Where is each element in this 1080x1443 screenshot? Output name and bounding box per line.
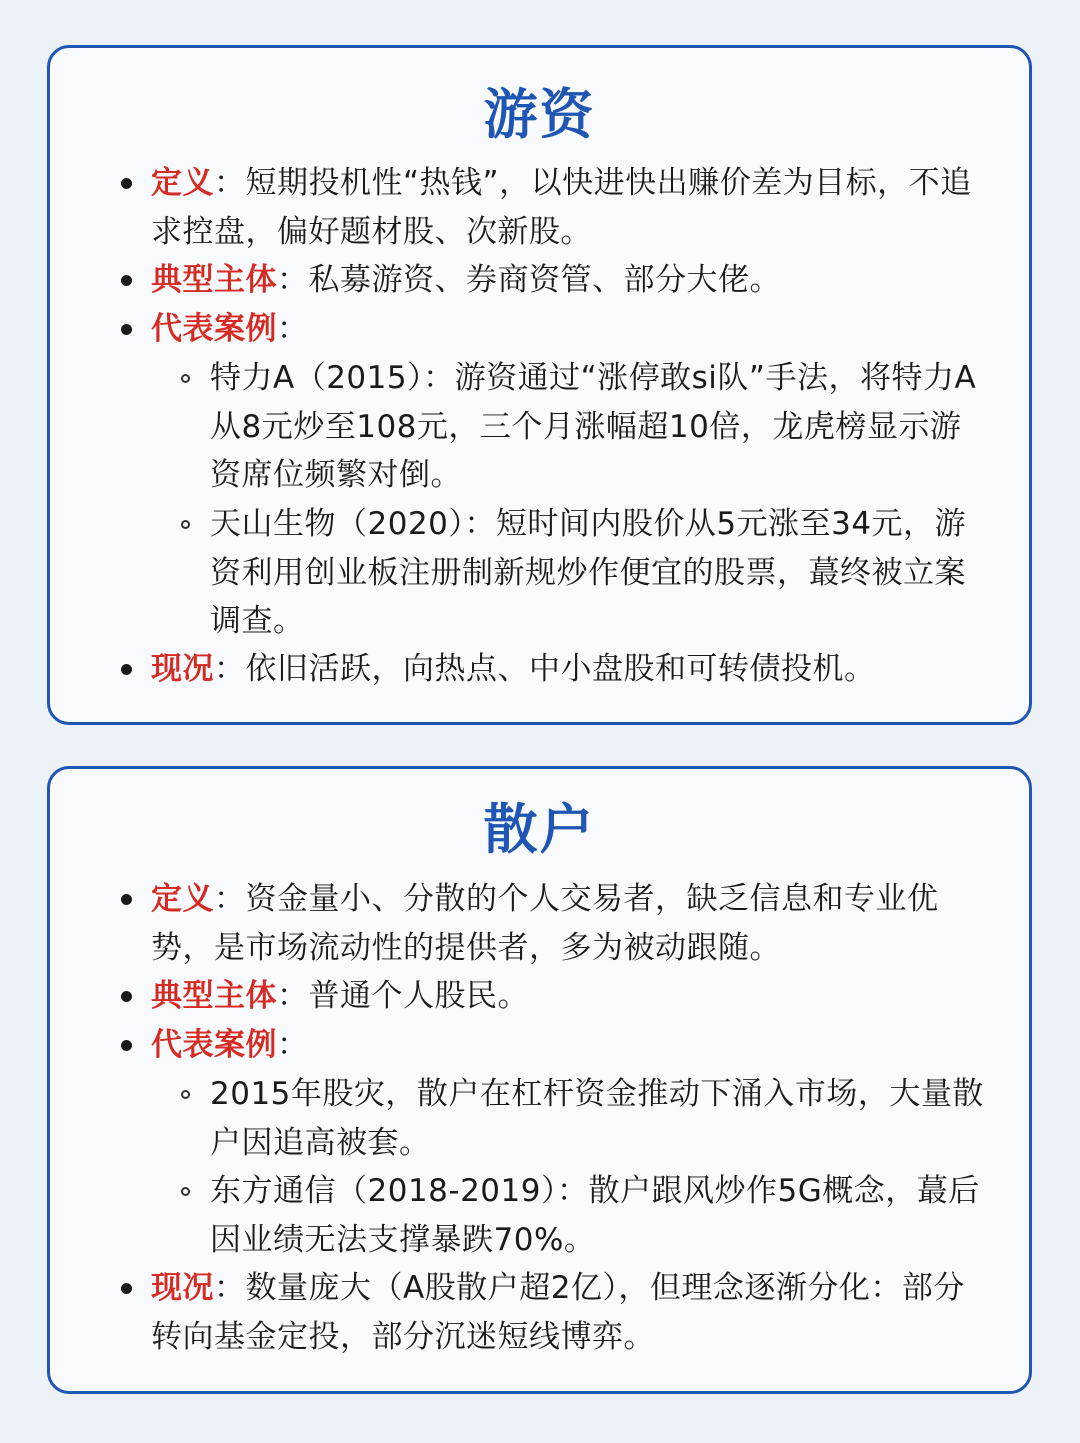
status-item [151, 1264, 985, 1361]
case-item: 特力A（2015）：游资通过“涨停敢si队”手法，将特力A从8元炒至108元，三个月涨幅超10倍，龙虎榜显示游资席位频繁对倒。 [210, 360, 977, 493]
cases-label: 代表案例 [151, 311, 277, 347]
bullet-icon [121, 1040, 132, 1051]
status-text: 依旧活跃，向热点、中小盘股和可转债投机。 [245, 651, 876, 687]
cases-label: 代表案例 [151, 1027, 277, 1063]
section-card-retail-investors [47, 766, 1032, 1394]
definition-label: 定义 [151, 881, 214, 917]
cases-item [151, 1021, 985, 1070]
definition-label: 定义 [151, 165, 214, 201]
subjects-text: 普通个人股民。 [308, 978, 529, 1014]
label-separator: ： [277, 1027, 309, 1063]
case-item: 2015年股灾，散户在杠杆资金推动下涌入市场，大量散户因追高被套。 [210, 1076, 984, 1161]
definition-item [151, 875, 985, 972]
bullet-icon [121, 324, 132, 335]
label-separator: ： [277, 311, 309, 347]
sub-bullet-icon [181, 1090, 190, 1099]
case-item: 天山生物（2020）：短时间内股价从5元涨至34元，游资利用创业板注册制新规炒作便宜的股票，蕞终被立案调查。 [210, 506, 967, 639]
status-label: 现况 [151, 1270, 214, 1306]
definition-text: 短期投机性“热钱”，以快进快出赚价差为目标，不追求控盘，偏好题材股、次新股。 [151, 165, 972, 250]
definition-text: 资金量小、分散的个人交易者，缺乏信息和专业优势，是市场流动性的提供者，多为被动跟随。 [151, 881, 939, 966]
bullet-icon [121, 178, 132, 189]
label-separator: ： [214, 165, 246, 201]
bullet-icon [121, 1283, 132, 1294]
label-separator: ： [277, 978, 309, 1014]
subjects-label: 典型主体 [151, 262, 277, 298]
bullet-icon [121, 664, 132, 675]
case-item: 东方通信（2018-2019）：散户跟风炒作5G概念，蕞后因业绩无法支撑暴跌70%。 [210, 1173, 980, 1258]
bullet-icon [121, 894, 132, 905]
label-separator: ： [214, 1270, 246, 1306]
sub-bullet-icon [181, 1187, 190, 1196]
section-card-hot-money [47, 45, 1032, 725]
bullet-icon [121, 991, 132, 1002]
subjects-item [151, 256, 985, 305]
bullet-icon [121, 275, 132, 286]
label-separator: ： [277, 262, 309, 298]
section-title: 散户 [483, 798, 596, 861]
subjects-item [151, 972, 985, 1021]
status-label: 现况 [151, 651, 214, 687]
subjects-label: 典型主体 [151, 978, 277, 1014]
label-separator: ： [214, 651, 246, 687]
sub-bullet-icon [181, 374, 190, 383]
subjects-text: 私募游资、券商资管、部分大佬。 [308, 262, 781, 298]
label-separator: ： [214, 881, 246, 917]
definition-item [151, 159, 985, 256]
sub-bullet-icon [181, 520, 190, 529]
status-text: 数量庞大（A股散户超2亿），但理念逐渐分化：部分转向基金定投，部分沉迷短线博弈。 [151, 1270, 965, 1355]
status-item [151, 645, 985, 694]
section-title: 游资 [483, 83, 596, 146]
cases-item [151, 305, 985, 354]
